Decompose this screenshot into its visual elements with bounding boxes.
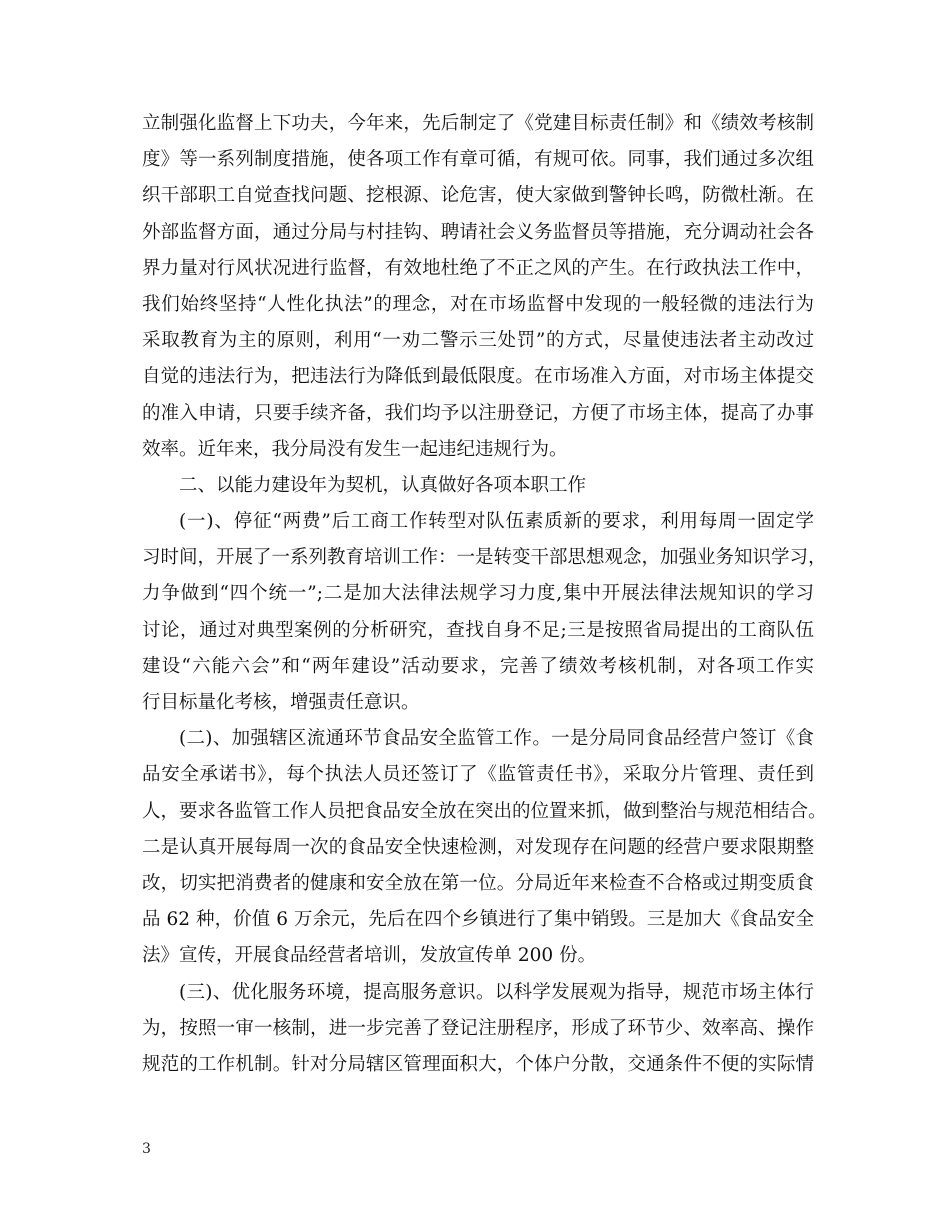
text-line: 界力量对行风状况进行监督，有效地杜绝了不正之风的产生。在行政执法工作中， [142, 257, 814, 279]
text-line: 讨论，通过对典型案例的分析研究，查找自身不足;三是按照省局提出的工商队伍 [142, 619, 814, 641]
text-line: 织干部职工自觉查找问题、挖根源、论危害，使大家做到警钟长鸣，防微杜渐。在 [142, 185, 814, 207]
text-line: 改，切实把消费者的健康和安全放在第一位。分局近年来检查不合格或过期变质食 [142, 872, 814, 894]
text-line: 二是认真开展每周一次的食品安全快速检测，对发现存在问题的经营户要求限期整 [142, 836, 814, 858]
text-line: 品安全承诺书》，每个执法人员还签订了《监管责任书》，采取分片管理、责任到 [142, 764, 814, 786]
text-line: 规范的工作机制。针对分局辖区管理面积大，个体户分散，交通条件不便的实际情 [142, 1053, 814, 1075]
text-line: 为，按照一审一核制，进一步完善了登记注册程序，形成了环节少、效率高、操作 [142, 1017, 814, 1039]
text-line: 的准入申请，只要手续齐备，我们均予以注册登记，方便了市场主体，提高了办事 [142, 402, 814, 424]
text-line: 建设“六能六会”和“两年建设”活动要求，完善了绩效考核机制，对各项工作实 [142, 655, 814, 677]
page-number: 3 [142, 1141, 151, 1157]
text-line: 力争做到“四个统一”;二是加大法律法规学习力度,集中开展法律法规知识的学习 [142, 583, 814, 605]
text-line: 习时间，开展了一系列教育培训工作：一是转变干部思想观念，加强业务知识学习， [142, 547, 827, 569]
text-line: 我们始终坚持“人性化执法”的理念，对在市场监督中发现的一般轻微的违法行为 [142, 293, 814, 315]
text-line: 行目标量化考核，增强责任意识。 [142, 692, 420, 713]
text-line: 外部监督方面，通过分局与村挂钩、聘请社会义务监督员等措施，充分调动社会各 [142, 221, 814, 243]
text-line: 效率。近年来，我分局没有发生一起违纪违规行为。 [142, 438, 568, 460]
text-line: (二)、加强辖区流通环节食品安全监管工作。一是分局同食品经营户签订《食 [179, 728, 814, 750]
text-line: 立制强化监督上下功夫，今年来，先后制定了《党建目标责任制》和《绩效考核制 [142, 113, 814, 134]
document-body [142, 106, 827, 1083]
text-line: 品 62 种，价值 6 万余元，先后在四个乡镇进行了集中销毁。三是加大《食品安全 [142, 909, 814, 931]
text-line: 二、以能力建设年为契机，认真做好各项本职工作 [179, 474, 587, 496]
text-line: 采取教育为主的原则，利用“一劝二警示三处罚”的方式，尽量使违法者主动改过 [142, 330, 814, 352]
text-line: 自觉的违法行为，把违法行为降低到最低限度。在市场准入方面，对市场主体提交 [142, 366, 814, 388]
text-line: (三)、优化服务环境，提高服务意识。以科学发展观为指导，规范市场主体行 [179, 981, 814, 1003]
text-line: 人，要求各监管工作人员把食品安全放在突出的位置来抓，做到整治与规范相结合。 [142, 800, 827, 822]
text-line: (一)、停征“两费”后工商工作转型对队伍素质新的要求，利用每周一固定学 [179, 511, 814, 533]
text-line: 度》等一系列制度措施，使各项工作有章可循，有规可依。同事，我们通过多次组 [142, 149, 814, 171]
text-line: 法》宣传，开展食品经营者培训，发放宣传单 200 份。 [142, 945, 597, 967]
